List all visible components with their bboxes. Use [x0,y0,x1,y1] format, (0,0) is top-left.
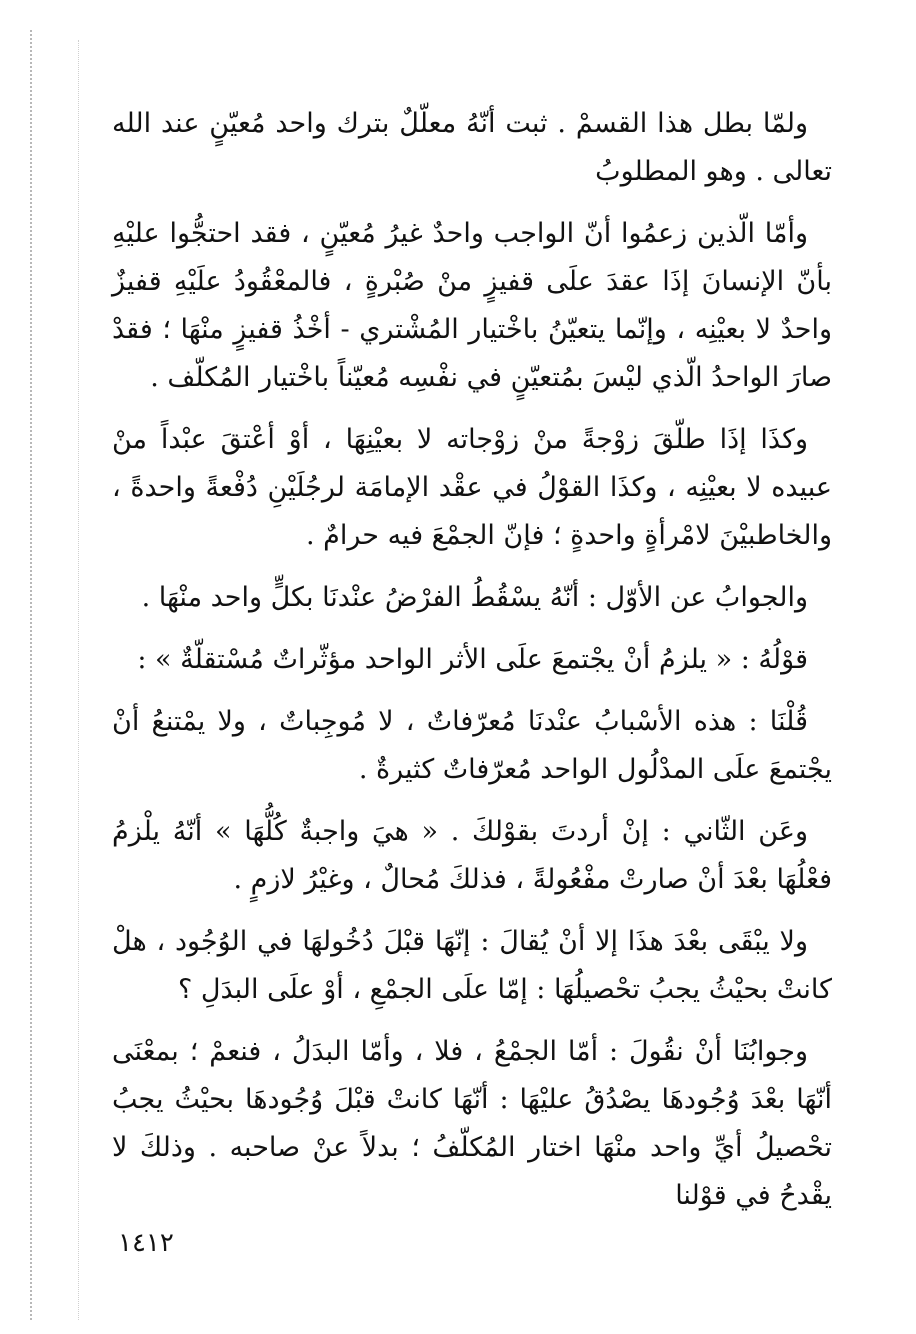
paragraph: قُلْنَا : هذه الأسْبابُ عنْدنَا مُعرّفاتٌ ، لا مُوجِباتٌ ، ولا يمْتنعُ أنْ يجْتمعَ علَى المدْلُول الواحد مُعرّفاتٌ كثيرةٌ . [112,706,832,785]
paragraph: وكذَا إذَا طلّقَ زوْجةً منْ زوْجاته لا بعيْنِهَا ، أوْ أعْتقَ عبْداً منْ عبيده لا بعيْنِه ، وكذَا القوْلُ في عقْد الإمامَة لرجُلَيْنِ دُفْعةً واحدةً ، والخاطبيْنَ لامْرأةٍ واحدةٍ ؛ فإنّ الجمْعَ فيه حرامٌ . [112,424,832,551]
paragraph: والجوابُ عن الأوّل : أنّهُ يسْقُطُ الفرْضُ عنْدنَا بكلٍّ واحد منْهَا . [141,582,808,613]
paragraph: وجوابُنَا أنْ نقُولَ : أمّا الجمْعُ ، فلا ، وأمّا البدَلُ ، فنعمْ ؛ بمعْنَى أنّهَا بعْدَ وُجُودهَا يصْدُقُ عليْهَا : أنّهَا كانتْ قبْلَ وُجُودهَا بحيْثُ يجبُ تحْصيلُ أيِّ واحد منْهَا اختار المُكلّفُ ؛ بدلاً عنْ صاحبه . وذلكَ لا يقْدحُ في قوْلنا [112,1036,832,1211]
paragraph: ولا يبْقَى بعْدَ هذَا إلا أنْ يُقالَ : إنّهَا قبْلَ دُخُولهَا في الوُجُود ، هلْ كانتْ بحيْثُ يجبُ تحْصيلُهَا : إمّا علَى الجمْعِ ، أوْ علَى البدَلِ ؟ [112,926,832,1005]
paragraph: وأمّا الّذين زعمُوا أنّ الواجب واحدٌ غيرُ مُعيّنٍ ، فقد احتجُّوا عليْهِ بأنّ الإنسانَ إذَا عقدَ علَى قفيزٍ منْ صُبْرةٍ ، فالمعْقُودُ علَيْهِ قفيزٌ واحدٌ لا بعيْنِه ، وإنّما يتعيّنُ باخْتيار المُشْتري - أخْذُ قفيزٍ منْهَا ؛ فقدْ صارَ الواحدُ الّذي ليْسَ بمُتعيّنٍ في نفْسِه مُعيّناً باخْتيار المُكلّف . [112,218,832,393]
scan-margin-dots [30,30,34,1320]
scan-fold-line [78,40,81,1320]
page-number: ١٤١٢ [118,1228,174,1258]
paragraph: ولمّا بطل هذا القسمْ . ثبت أنّهُ معلّلٌ بترك واحد مُعيّنٍ عند الله تعالى . وهو المطلوبُ [112,108,832,187]
page-body [112,100,832,1234]
paragraph: وعَن الثّاني : إنْ أردتَ بقوْلكَ . « هيَ واجبةٌ كُلُّهَا » أنّهُ يلْزمُ فعْلُهَا بعْدَ أنْ صارتْ مفْعُولةً ، فذلكَ مُحالٌ ، وغيْرُ لازمٍ . [112,816,832,895]
paragraph: قوْلُهُ : « يلزمُ أنْ يجْتمعَ علَى الأثر الواحد مؤثّراتٌ مُسْتقلّةٌ » : [137,644,808,675]
